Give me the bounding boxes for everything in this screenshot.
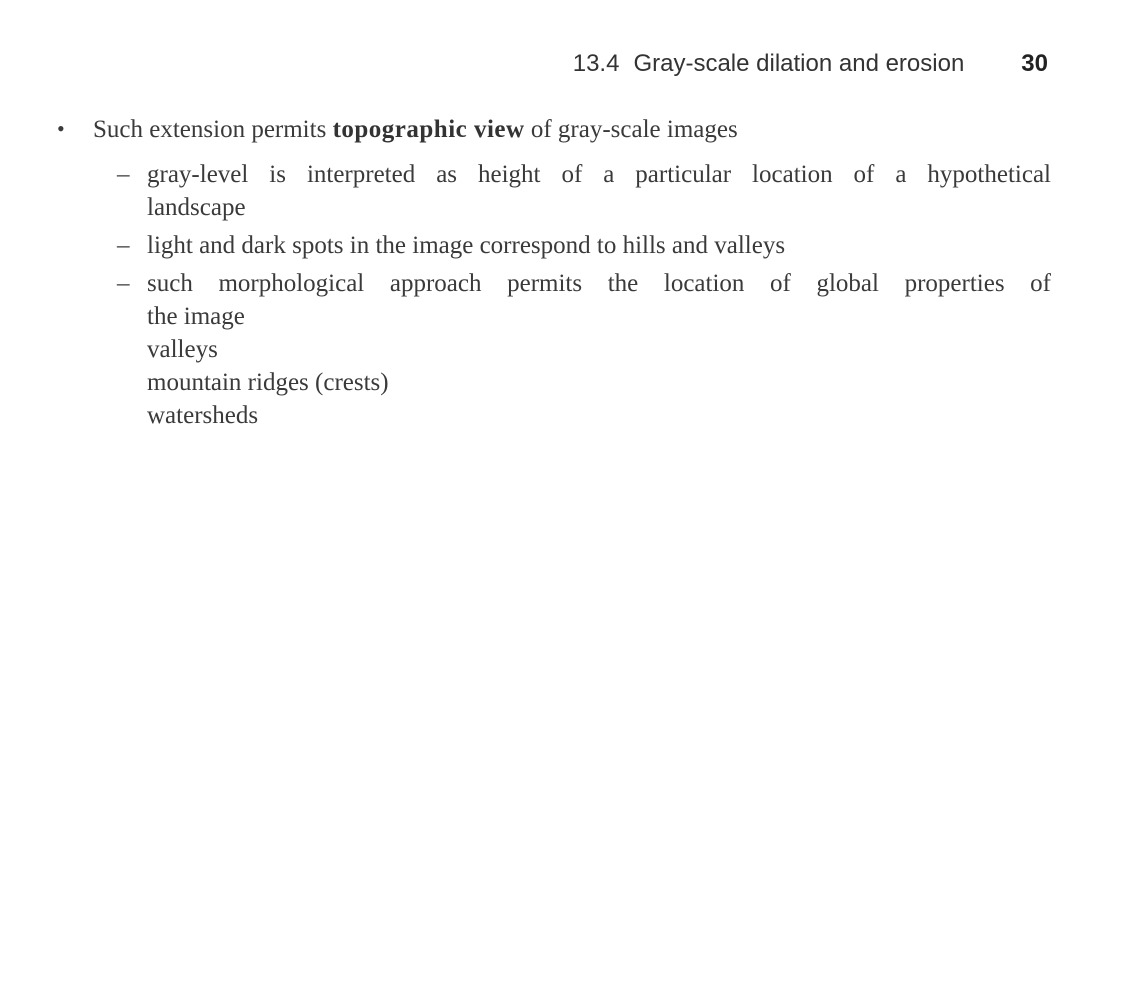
- bullet-item-text-suffix: of gray-scale images: [524, 116, 738, 143]
- header-title: Gray-scale dilation and erosion: [633, 50, 965, 77]
- bullet-item-text-prefix: Such extension permits: [93, 116, 333, 143]
- dash-marker: –: [117, 232, 130, 259]
- bullet-item: [0, 113, 1125, 146]
- sub-item-morphological-approach: [0, 267, 1125, 432]
- page-header: [0, 49, 1048, 79]
- bullet-marker: •: [57, 116, 65, 141]
- text-line: landscape: [147, 194, 246, 221]
- page-number: 30: [1021, 50, 1048, 77]
- text-line: mountain ridges (crests): [147, 369, 389, 396]
- page-content: [0, 113, 1125, 432]
- sub-item-gray-level: [0, 158, 1125, 224]
- text-line: gray-level is interpreted as height of a particular location of a hypothetical: [147, 161, 1051, 188]
- text-line: the image: [147, 303, 245, 330]
- text-line: light and dark spots in the image correspond to hills and valleys: [147, 232, 786, 259]
- section-number: 13.4: [572, 50, 620, 77]
- text-line: such morphological approach permits the location of global properties of: [147, 270, 1051, 297]
- bullet-item-bold-phrase: topographic view: [332, 116, 525, 143]
- sub-item-list: [0, 158, 1125, 432]
- text-line: valleys: [147, 336, 218, 363]
- dash-marker: –: [117, 270, 130, 297]
- dash-marker: –: [117, 161, 130, 188]
- text-line: watersheds: [147, 402, 259, 429]
- sub-item-light-dark-spots: [0, 229, 1125, 262]
